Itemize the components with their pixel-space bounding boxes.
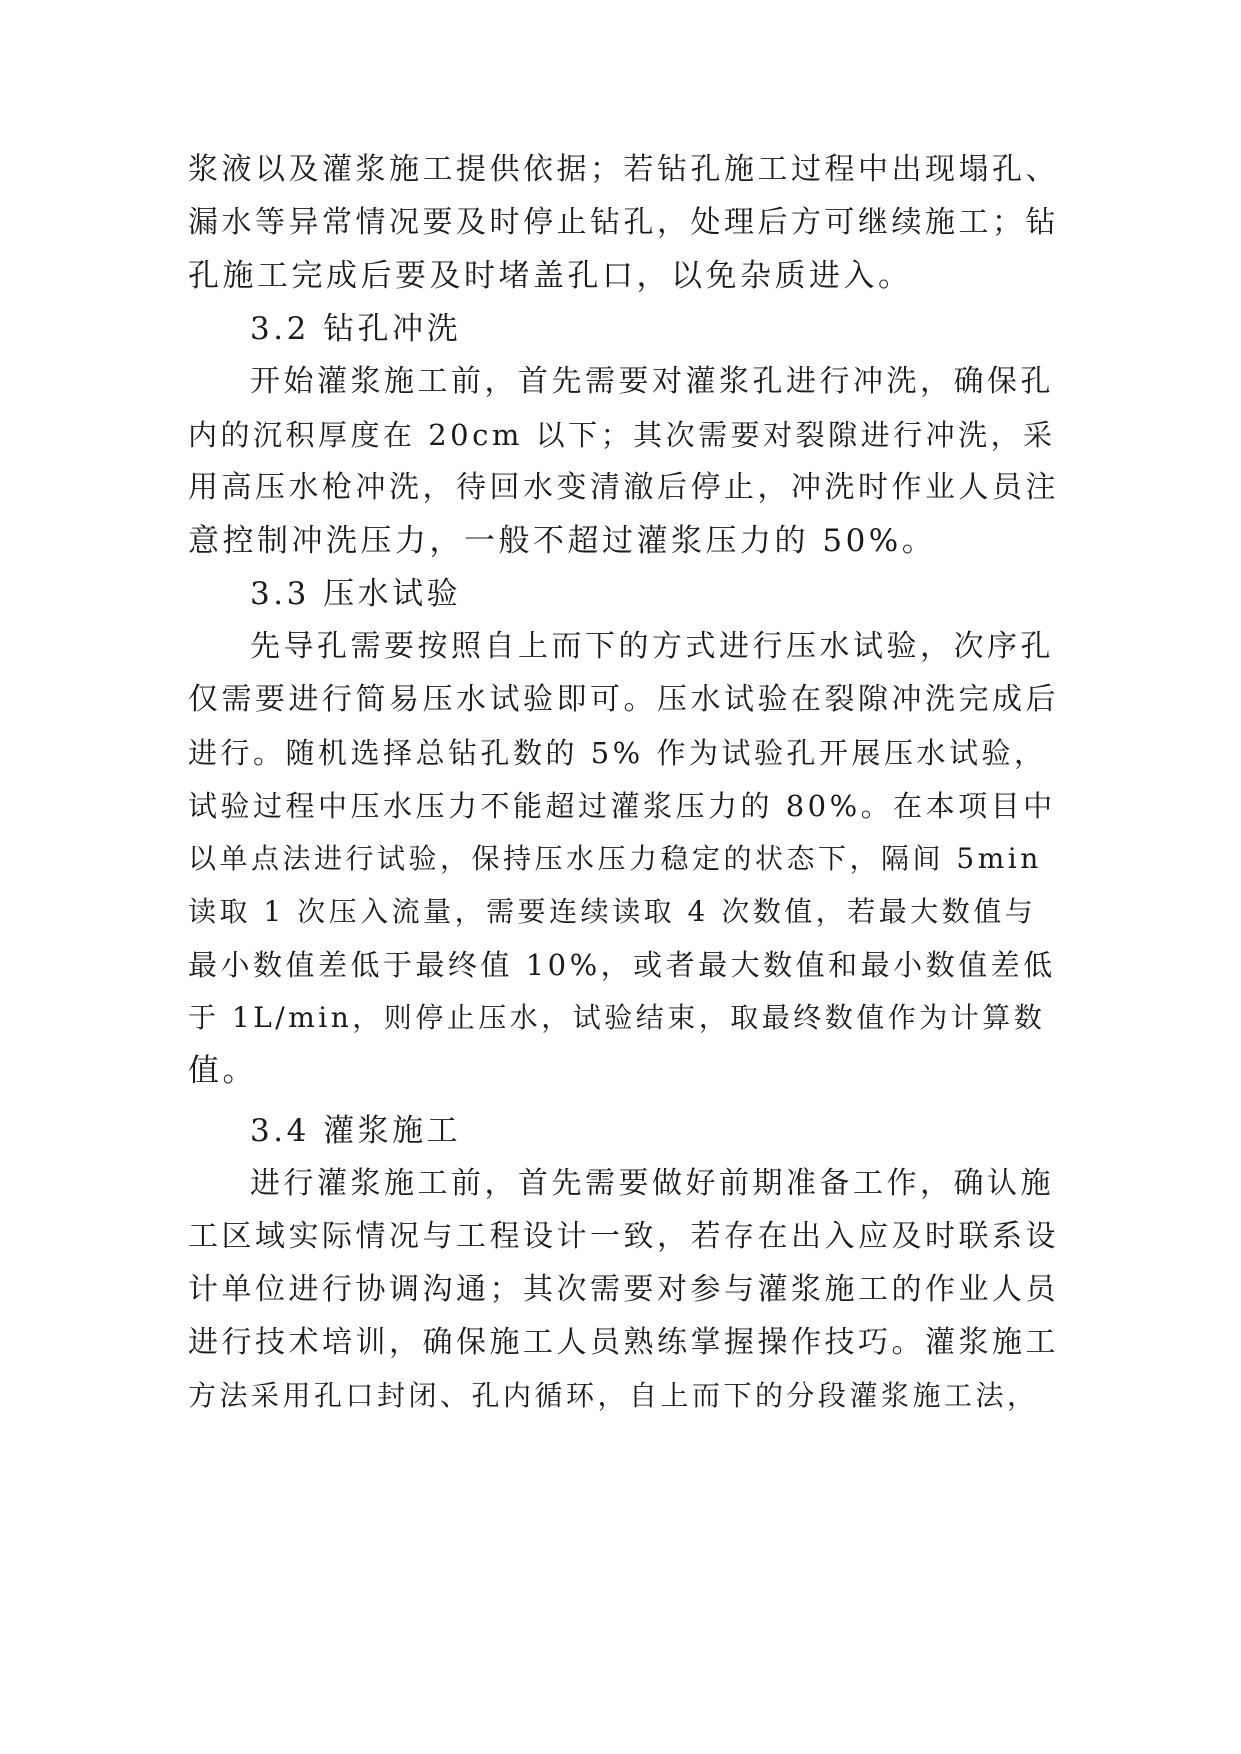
- body-text-line: 仅需要进行简易压水试验即可。压水试验在裂隙冲洗完成后: [188, 682, 1059, 717]
- body-text-line: 方法采用孔口封闭、孔内循环，自上而下的分段灌浆施工法，: [188, 1379, 1039, 1412]
- body-text-line: 漏水等异常情况要及时停止钻孔，处理后方可继续施工；钻: [188, 205, 1059, 240]
- body-text-line: 值。: [188, 1053, 257, 1089]
- section-heading-3-2: 3.2 钻孔冲洗: [250, 311, 462, 347]
- body-text-line: 浆液以及灌浆施工提供依据；若钻孔施工过程中出现塌孔、: [188, 152, 1059, 187]
- body-text-line: 读取 1 次压入流量，需要连续读取 4 次数值，若最大数值与: [188, 895, 1037, 928]
- section-heading-3-3: 3.3 压水试验: [250, 576, 462, 612]
- body-text-line: 用高压水枪冲洗，待回水变清澈后停止，冲洗时作业人员注: [188, 470, 1059, 505]
- body-text-line: 内的沉积厚度在 20cm 以下；其次需要对裂隙进行冲洗，采: [188, 418, 1056, 452]
- body-text-line: 以单点法进行试验，保持压水压力稳定的状态下，隔间 5min: [188, 842, 1042, 875]
- body-text-line: 孔施工完成后要及时堵盖孔口，以免杂质进入。: [188, 258, 913, 294]
- paragraph-first-line: 开始灌浆施工前，首先需要对灌浆孔进行冲洗，确保孔: [250, 364, 1054, 399]
- section-heading-3-4: 3.4 灌浆施工: [250, 1113, 462, 1149]
- paragraph-first-line: 进行灌浆施工前，首先需要做好前期准备工作，确认施: [250, 1166, 1054, 1201]
- paragraph-first-line: 先导孔需要按照自上而下的方式进行压水试验，次序孔: [250, 629, 1054, 664]
- body-text-line: 进行。随机选择总钻孔数的 5% 作为试验孔开展压水试验，: [188, 736, 1047, 770]
- body-text-line: 进行技术培训，确保施工人员熟练掌握操作技巧。灌浆施工: [188, 1325, 1059, 1360]
- body-text-line: 于 1L/min，则停止压水，试验结束，取最终数值作为计算数: [188, 1001, 1046, 1034]
- body-text-line: 意控制冲洗压力，一般不超过灌浆压力的 50%。: [188, 523, 937, 559]
- body-text-line: 工区域实际情况与工程设计一致，若存在出入应及时联系设: [188, 1219, 1059, 1254]
- body-text-line: 计单位进行协调沟通；其次需要对参与灌浆施工的作业人员: [188, 1272, 1059, 1307]
- body-text-line: 最小数值差低于最终值 10%，或者最大数值和最小数值差低: [188, 948, 1056, 982]
- body-text-line: 试验过程中压水压力不能超过灌浆压力的 80%。在本项目中: [188, 789, 1056, 823]
